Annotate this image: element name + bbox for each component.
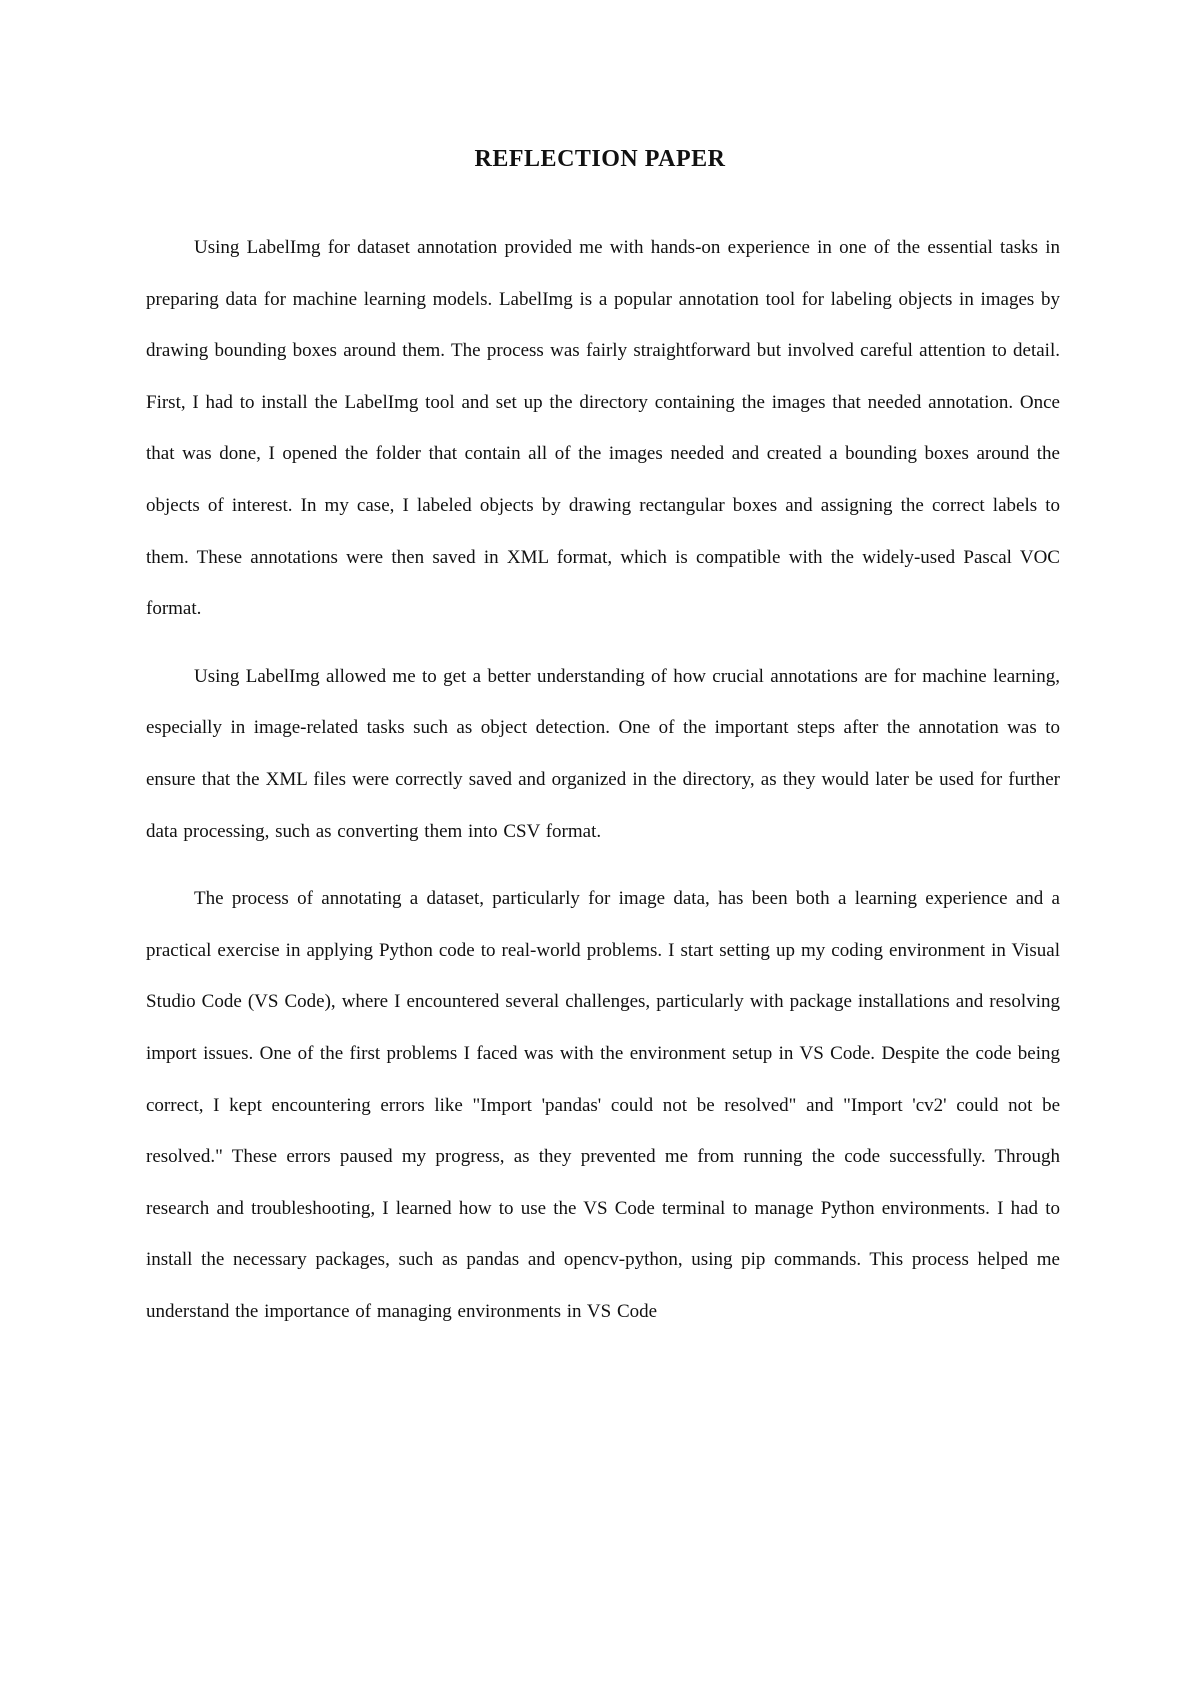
document-body — [146, 222, 1060, 1353]
document-title: REFLECTION PAPER — [474, 146, 726, 172]
paragraph-3: The process of annotating a dataset, particularly for image data, has been both a learning experience and a practical exercise in applying Python code to real-world problems. I start setting up my coding environment in Visual Studio Code (VS Code), where I encountered several challenges, particularly with package installations and resolving import issues. One of the first problems I faced was with the environment setup in VS Code. Despite the code being correct, I kept encountering errors like "Import 'pandas' could not be resolved" and "Import 'cv2' could not be resolved." These errors paused my progress, as they prevented me from running the code successfully. Through research and troubleshooting, I learned how to use the VS Code terminal to manage Python environments. I had to install the necessary packages, such as pandas and opencv-python, using pip commands. This process helped me understand the importance of managing environments in VS Code — [146, 888, 1060, 1322]
paragraph-1: Using LabelImg for dataset annotation provided me with hands-on experience in one of the essential tasks in preparing data for machine learning models. LabelImg is a popular annotation tool for labeling objects in images by drawing bounding boxes around them. The process was fairly straightforward but involved careful attention to detail. First, I had to install the LabelImg tool and set up the directory containing the images that needed annotation. Once that was done, I opened the folder that contain all of the images needed and created a bounding boxes around the objects of interest. In my case, I labeled objects by drawing rectangular boxes and assigning the correct labels to them. These annotations were then saved in XML format, which is compatible with the widely-used Pascal VOC format. — [146, 237, 1060, 620]
paragraph-2: Using LabelImg allowed me to get a better understanding of how crucial annotations are for machine learning, especially in image-related tasks such as object detection. One of the important steps after the annotation was to ensure that the XML files were correctly saved and organized in the directory, as they would later be used for further data processing, such as converting them into CSV format. — [146, 665, 1060, 842]
